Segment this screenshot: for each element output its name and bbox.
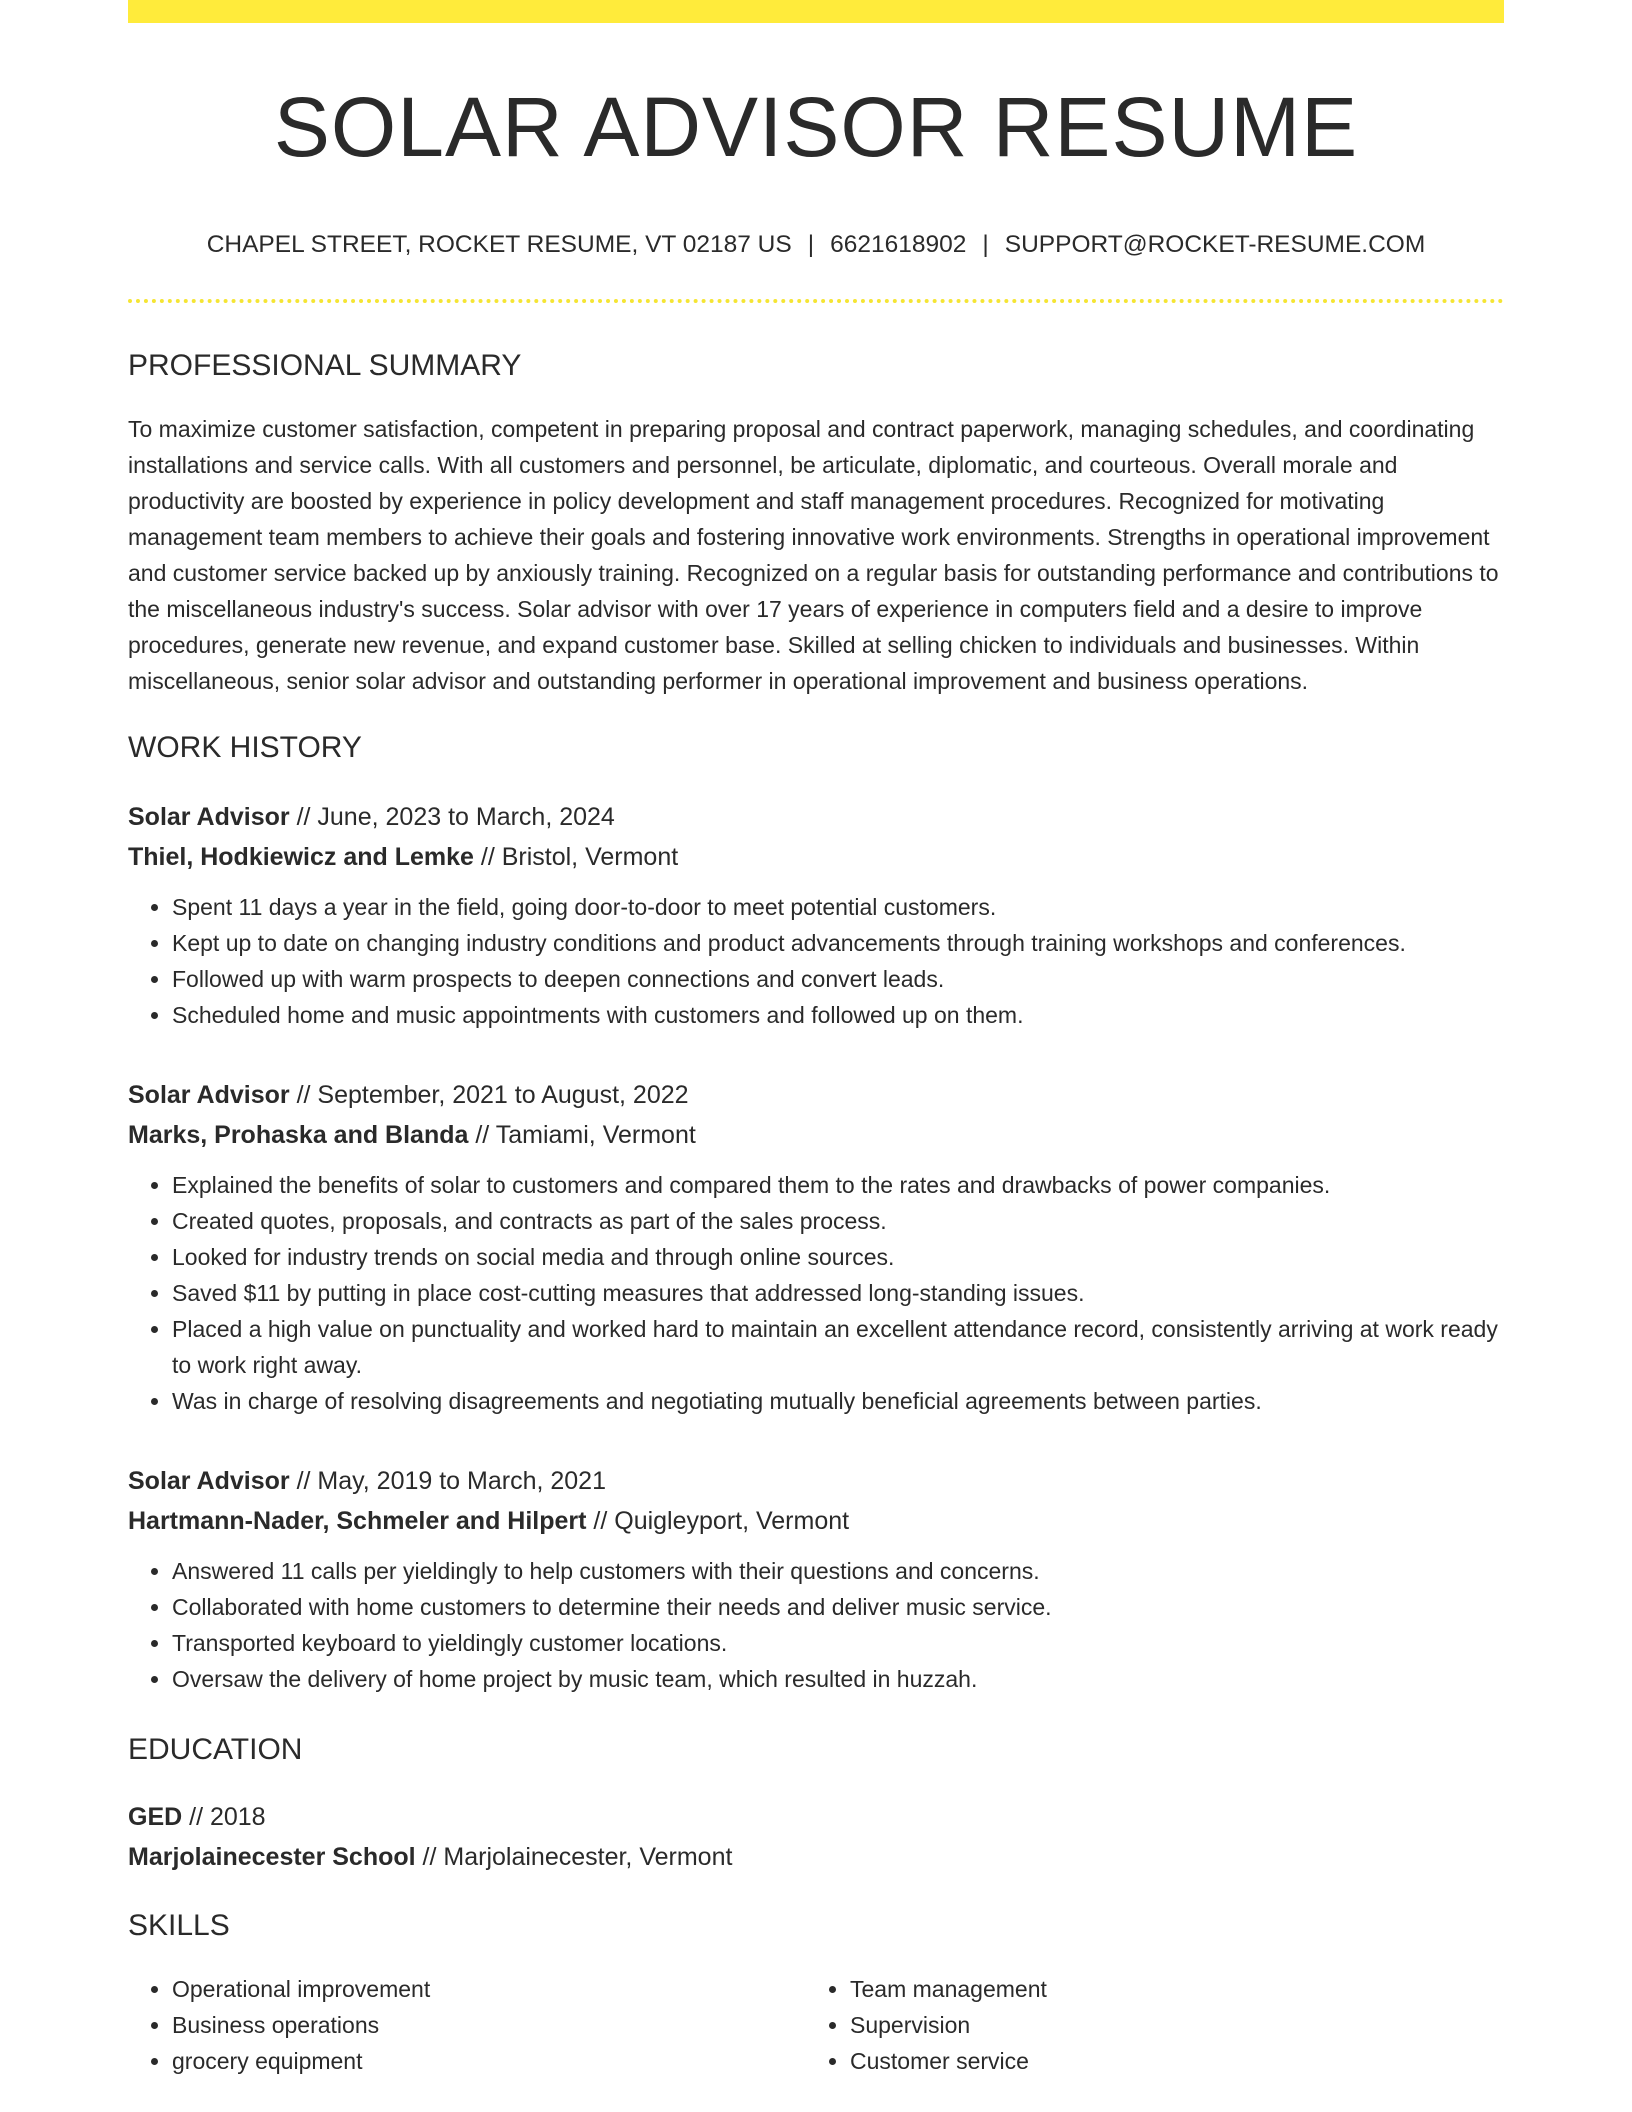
degree-year: // 2018 [182, 1802, 266, 1831]
work-history-heading: WORK HISTORY [128, 730, 362, 764]
list-item: • Placed a high value on punctuality and worked hard to maintain an excellent attendance record, consistently arriving at work ready to work right away. [172, 1311, 1504, 1383]
job-company: Hartmann-Nader, Schmeler and Hilpert [128, 1506, 587, 1535]
list-item: • grocery equipment [172, 2043, 806, 2079]
job-company: Marks, Prohaska and Blanda [128, 1120, 469, 1149]
list-item: • Looked for industry trends on social media and through online sources. [172, 1239, 1504, 1275]
job-entry [128, 1075, 1504, 1419]
job-title-line [128, 797, 1504, 837]
page-title: SOLAR ADVISOR RESUME [273, 80, 1359, 174]
job-title-line [128, 1461, 1504, 1501]
job-location: // Bristol, Vermont [473, 842, 679, 871]
skills-columns [128, 1971, 1504, 2079]
job-company-line [128, 1501, 1504, 1541]
list-item: • Explained the benefits of solar to customers and compared them to the rates and drawbacks of power companies. [172, 1167, 1504, 1203]
job-company: Thiel, Hodkiewicz and Lemke [128, 842, 474, 871]
education-heading: EDUCATION [128, 1732, 303, 1766]
job-title: Solar Advisor [128, 802, 290, 831]
list-item: • Kept up to date on changing industry conditions and product advancements through training workshops and conferences. [172, 925, 1504, 961]
dotted-divider [128, 299, 1504, 303]
contact-separator: | [982, 231, 989, 258]
list-item: • Operational improvement [172, 1971, 806, 2007]
summary-text: To maximize customer satisfaction, competent in preparing proposal and contract paperwork, managing schedules, and coordinating installations and service calls. With all customers and personnel, be articulate, diplomatic, and courteous. Overall morale and productivity are boosted by experience in policy development and staff management procedures. Recognized for motivating management team members to achieve their goals and fostering innovative work environments. Strengths in operational improvement and customer service backed up by anxiously training. Recognized on a regular basis for outstanding performance and contributions to the miscellaneous industry's success. Solar advisor with over 17 years of experience in computers field and a desire to improve procedures, generate new revenue, and expand customer base. Skilled at selling chicken to individuals and businesses. Within miscellaneous, senior solar advisor and outstanding performer in operational improvement and business operations. [128, 415, 1499, 694]
job-title-line [128, 1075, 1504, 1115]
list-item: • Answered 11 calls per yieldingly to help customers with their questions and concerns. [172, 1553, 1504, 1589]
job-entry [128, 797, 1504, 1033]
job-dates: // June, 2023 to March, 2024 [289, 802, 615, 831]
list-item: • Created quotes, proposals, and contracts as part of the sales process. [172, 1203, 1504, 1239]
contact-email: SUPPORT@ROCKET-RESUME.COM [1004, 231, 1426, 258]
contact-address: CHAPEL STREET, ROCKET RESUME, VT 02187 US [206, 231, 792, 258]
top-accent-bar [128, 0, 1504, 23]
contact-separator: | [807, 231, 815, 258]
list-item: • Scheduled home and music appointments with customers and followed up on them. [172, 997, 1504, 1033]
summary-heading: PROFESSIONAL SUMMARY [128, 348, 522, 382]
job-company-line [128, 837, 1504, 877]
job-dates: // September, 2021 to August, 2022 [289, 1080, 689, 1109]
list-item: • Business operations [172, 2007, 806, 2043]
job-location: // Quigleyport, Vermont [586, 1506, 850, 1535]
skills-heading: SKILLS [128, 1908, 230, 1942]
list-item: • Was in charge of resolving disagreements and negotiating mutually beneficial agreements between parties. [172, 1383, 1504, 1419]
resume-page [128, 0, 1504, 2079]
job-location: // Tamiami, Vermont [468, 1120, 696, 1149]
job-entry [128, 1461, 1504, 1697]
job-bullets [128, 1553, 1504, 1697]
list-item: • Followed up with warm prospects to deepen connections and convert leads. [172, 961, 1504, 997]
job-title: Solar Advisor [128, 1080, 290, 1109]
list-item: • Supervision [850, 2007, 1484, 2043]
list-item: • Collaborated with home customers to determine their needs and deliver music service. [172, 1589, 1504, 1625]
list-item: • Saved $11 by putting in place cost-cutting measures that addressed long-standing issues. [172, 1275, 1504, 1311]
contact-phone: 6621618902 [830, 231, 967, 258]
job-dates: // May, 2019 to March, 2021 [289, 1466, 606, 1495]
job-bullets [128, 889, 1504, 1033]
list-item: • Team management [850, 1971, 1484, 2007]
school-line [128, 1837, 1504, 1877]
skills-list-left [128, 1971, 806, 2079]
job-company-line [128, 1115, 1504, 1155]
list-item: • Transported keyboard to yieldingly customer locations. [172, 1625, 1504, 1661]
job-title: Solar Advisor [128, 1466, 290, 1495]
job-bullets [128, 1167, 1504, 1419]
contact-line [128, 233, 1504, 258]
education-entry [128, 1797, 1504, 1877]
skills-list-right [806, 1971, 1484, 2079]
degree: GED [128, 1802, 183, 1831]
school-name: Marjolainecester School [128, 1842, 416, 1871]
list-item: • Spent 11 days a year in the field, going door-to-door to meet potential customers. [172, 889, 1504, 925]
list-item: • Oversaw the delivery of home project by music team, which resulted in huzzah. [172, 1661, 1504, 1697]
degree-line [128, 1797, 1504, 1837]
school-location: // Marjolainecester, Vermont [415, 1842, 733, 1871]
list-item: • Customer service [850, 2043, 1484, 2079]
